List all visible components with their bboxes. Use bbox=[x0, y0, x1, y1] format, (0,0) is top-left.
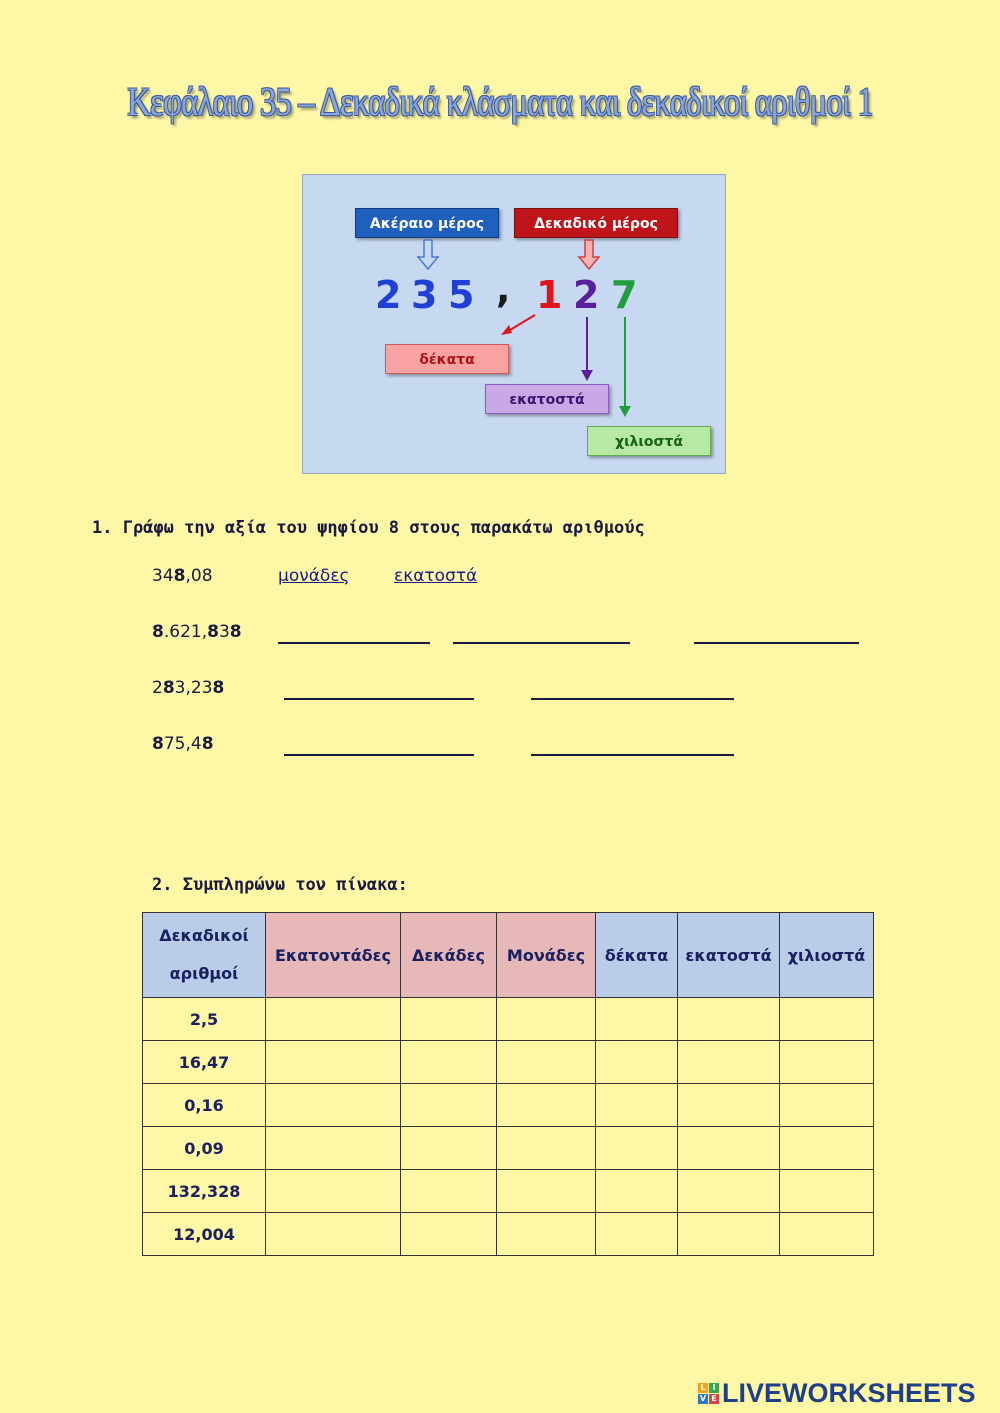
digit-5: 2 bbox=[573, 273, 600, 317]
table-row bbox=[143, 1127, 874, 1170]
answer-cell[interactable] bbox=[497, 1084, 596, 1127]
digit-comma: , bbox=[496, 267, 511, 311]
answer-cell[interactable] bbox=[497, 1041, 596, 1084]
answer-cell[interactable] bbox=[401, 998, 497, 1041]
answer-cell[interactable] bbox=[266, 998, 401, 1041]
row-number-cell: 132,328 bbox=[143, 1170, 266, 1213]
answer-cell[interactable] bbox=[678, 1213, 780, 1256]
answer-cell[interactable] bbox=[497, 1170, 596, 1213]
answer-cell[interactable] bbox=[266, 1084, 401, 1127]
header-tens: Δεκάδες bbox=[401, 913, 497, 998]
answer-cell[interactable] bbox=[780, 1084, 874, 1127]
digit-6: 7 bbox=[611, 273, 638, 317]
answer-cell[interactable] bbox=[780, 1127, 874, 1170]
q1-blank-4a[interactable] bbox=[284, 754, 474, 756]
header-tenths: δέκατα bbox=[596, 913, 678, 998]
q1-blank-2c[interactable] bbox=[694, 642, 859, 644]
q1-blank-3b[interactable] bbox=[531, 698, 734, 700]
answer-cell[interactable] bbox=[596, 1084, 678, 1127]
answer-cell[interactable] bbox=[401, 1084, 497, 1127]
answer-cell[interactable] bbox=[596, 1170, 678, 1213]
row-number-cell: 0,09 bbox=[143, 1127, 266, 1170]
answer-cell[interactable] bbox=[401, 1127, 497, 1170]
table-row bbox=[143, 1213, 874, 1256]
answer-cell[interactable] bbox=[401, 1170, 497, 1213]
question-1-title: 1. Γράφω την αξία του ψηφίου 8 στους παρακάτω αριθμούς bbox=[92, 518, 645, 538]
answer-cell[interactable] bbox=[678, 1170, 780, 1213]
answer-cell[interactable] bbox=[497, 1127, 596, 1170]
q1-answer-1a: μονάδες bbox=[278, 566, 350, 586]
worksheet-title: Κεφάλαιο 35 – Δεκαδικά κλάσματα και δεκαδικοί αριθμοί 1 bbox=[127, 79, 873, 124]
table-row bbox=[143, 1041, 874, 1084]
row-number-cell: 0,16 bbox=[143, 1084, 266, 1127]
table-row bbox=[143, 998, 874, 1041]
answer-cell[interactable] bbox=[266, 1170, 401, 1213]
table-row bbox=[143, 1084, 874, 1127]
table-header-row bbox=[143, 913, 874, 998]
q1-blank-3a[interactable] bbox=[284, 698, 474, 700]
digit-1: 3 bbox=[411, 273, 438, 317]
header-hundreds: Εκατοντάδες bbox=[266, 913, 401, 998]
answer-cell[interactable] bbox=[678, 1127, 780, 1170]
decimal-part-label: Δεκαδικό μέρος bbox=[514, 208, 678, 238]
q1-number-3: 283,238 bbox=[152, 678, 225, 698]
place-value-table bbox=[142, 912, 874, 1256]
hundredths-label: εκατοστά bbox=[485, 384, 609, 414]
answer-cell[interactable] bbox=[266, 1213, 401, 1256]
row-number-cell: 12,004 bbox=[143, 1213, 266, 1256]
answer-cell[interactable] bbox=[596, 1041, 678, 1084]
logo-text: LIVEWORKSHEETS bbox=[722, 1377, 976, 1408]
answer-cell[interactable] bbox=[401, 1213, 497, 1256]
digit-4: 1 bbox=[536, 273, 563, 317]
row-number-cell: 2,5 bbox=[143, 998, 266, 1041]
answer-cell[interactable] bbox=[596, 1213, 678, 1256]
digit-2: 5 bbox=[448, 273, 475, 317]
answer-cell[interactable] bbox=[497, 1213, 596, 1256]
q1-number-1: 348,08 bbox=[152, 566, 213, 586]
q1-number-2: 8.621,838 bbox=[152, 622, 242, 642]
answer-cell[interactable] bbox=[780, 1041, 874, 1084]
table-row bbox=[143, 1170, 874, 1213]
answer-cell[interactable] bbox=[678, 1084, 780, 1127]
answer-cell[interactable] bbox=[497, 998, 596, 1041]
header-units: Μονάδες bbox=[497, 913, 596, 998]
tenths-label: δέκατα bbox=[385, 344, 509, 374]
q1-blank-2b[interactable] bbox=[453, 642, 630, 644]
answer-cell[interactable] bbox=[780, 998, 874, 1041]
header-hundredths: εκατοστά bbox=[678, 913, 780, 998]
q1-answer-1b: εκατοστά bbox=[394, 566, 478, 586]
row-number-cell: 16,47 bbox=[143, 1041, 266, 1084]
q1-number-4: 875,48 bbox=[152, 734, 214, 754]
decimal-diagram bbox=[302, 174, 726, 474]
header-thousandths: χιλιοστά bbox=[780, 913, 874, 998]
question-2-title: 2. Συμπληρώνω τον πίνακα: bbox=[152, 875, 408, 895]
answer-cell[interactable] bbox=[596, 998, 678, 1041]
header-decimal-numbers: Δεκαδικοί αριθμοί bbox=[143, 913, 266, 998]
thousandths-label: χιλιοστά bbox=[587, 426, 711, 456]
digit-0: 2 bbox=[375, 273, 402, 317]
answer-cell[interactable] bbox=[401, 1041, 497, 1084]
q1-blank-4b[interactable] bbox=[531, 754, 734, 756]
answer-cell[interactable] bbox=[780, 1213, 874, 1256]
answer-cell[interactable] bbox=[780, 1170, 874, 1213]
q1-blank-2a[interactable] bbox=[278, 642, 430, 644]
decimal-arrow-icon bbox=[579, 240, 599, 269]
integer-arrow-icon bbox=[418, 240, 438, 269]
integer-part-label: Ακέραιο μέρος bbox=[355, 208, 499, 238]
liveworksheets-logo[interactable] bbox=[698, 1378, 976, 1408]
logo-icon: L I V E bbox=[698, 1383, 719, 1404]
answer-cell[interactable] bbox=[596, 1127, 678, 1170]
answer-cell[interactable] bbox=[266, 1041, 401, 1084]
answer-cell[interactable] bbox=[678, 1041, 780, 1084]
answer-cell[interactable] bbox=[266, 1127, 401, 1170]
answer-cell[interactable] bbox=[678, 998, 780, 1041]
